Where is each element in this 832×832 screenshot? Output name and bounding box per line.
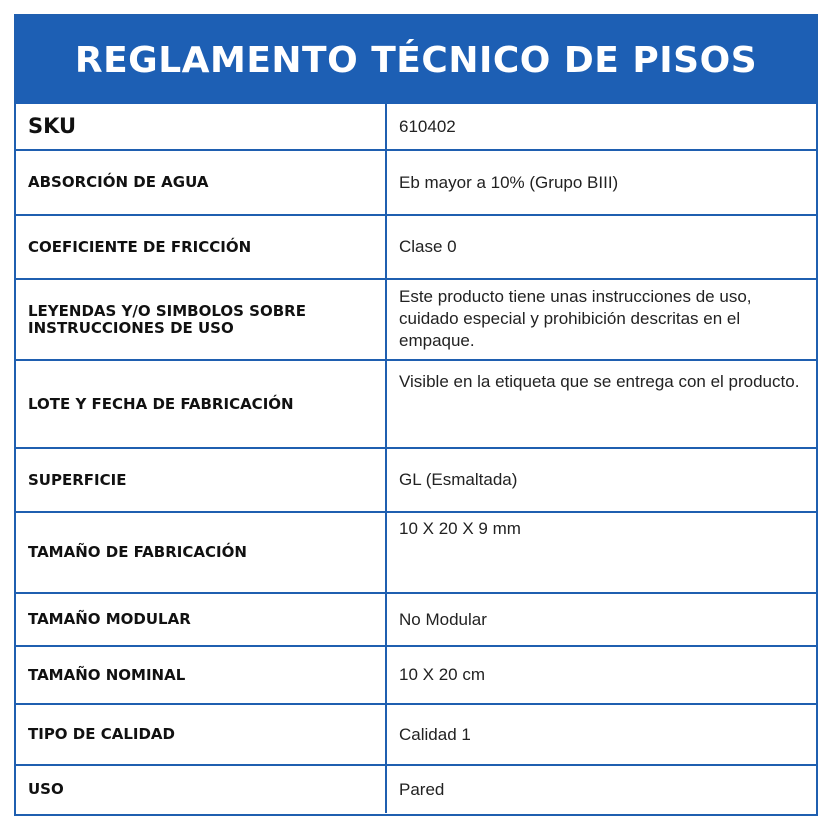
table-row-tamano-modular [16,593,816,646]
row-value: Calidad 1 [386,704,816,765]
table-row-leyendas [16,279,816,360]
row-label: COEFICIENTE DE FRICCIÓN [16,215,386,279]
row-label: ABSORCIÓN DE AGUA [16,150,386,215]
row-label: LOTE Y FECHA DE FABRICACIÓN [16,360,386,448]
spec-table [16,104,816,813]
row-value: 10 X 20 X 9 mm [386,512,816,593]
technical-spec-sheet [14,14,818,816]
table-row-sku [16,104,816,150]
row-value: Visible en la etiqueta que se entrega con el producto. [386,360,816,448]
row-label: SKU [16,104,386,150]
table-row-absorcion [16,150,816,215]
row-value: Clase 0 [386,215,816,279]
row-value: 610402 [399,116,456,136]
table-row-tamano-nominal [16,646,816,704]
row-value: 10 X 20 cm [386,646,816,704]
title-banner [16,16,816,104]
table-row-coeficiente [16,215,816,279]
table-row-lote [16,360,816,448]
table-row-superficie [16,448,816,512]
row-value: Pared [386,765,816,813]
page-title: REGLAMENTO TÉCNICO DE PISOS [74,39,758,81]
table-row-tamano-fabricacion [16,512,816,593]
row-value: GL (Esmaltada) [386,448,816,512]
row-value: Eb mayor a 10% (Grupo BIII) [386,150,816,215]
row-label: LEYENDAS Y/O SIMBOLOS SOBRE INSTRUCCIONES DE USO [16,279,386,360]
row-label: TAMAÑO NOMINAL [16,646,386,704]
row-label: USO [16,765,386,813]
row-value: No Modular [386,593,816,646]
row-label: TAMAÑO MODULAR [16,593,386,646]
row-value: Este producto tiene unas instrucciones de uso, cuidado especial y prohibición descritas en el empaque. [386,279,816,360]
table-row-uso [16,765,816,813]
row-label: SUPERFICIE [16,448,386,512]
row-label: TIPO DE CALIDAD [16,704,386,765]
row-label: TAMAÑO DE FABRICACIÓN [16,512,386,593]
table-row-tipo-calidad [16,704,816,765]
